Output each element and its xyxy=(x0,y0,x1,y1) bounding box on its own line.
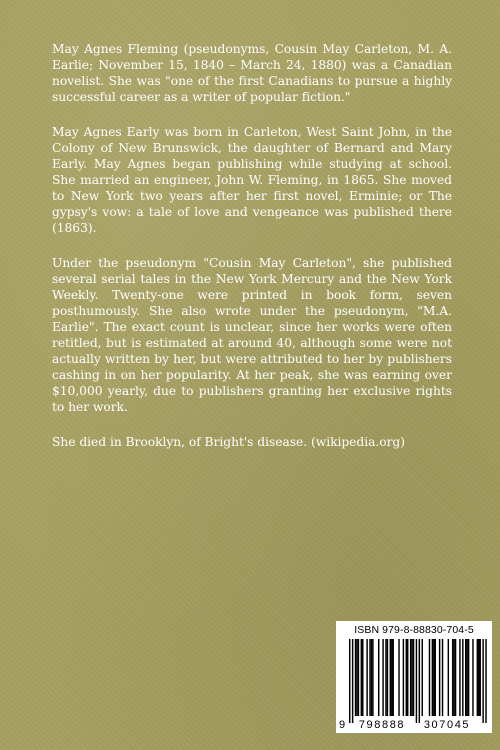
barcode-bar xyxy=(355,639,356,716)
barcode-bar xyxy=(371,639,372,716)
barcode-bar xyxy=(393,639,394,716)
barcode-bar xyxy=(406,639,407,716)
barcode-bar xyxy=(468,639,469,716)
barcode-bar xyxy=(429,639,430,716)
barcode-bar xyxy=(432,639,433,716)
barcode-bar xyxy=(391,639,392,716)
barcode-bar xyxy=(416,639,417,723)
barcode-bar xyxy=(362,639,363,716)
paragraph-career: Under the pseudonym "Cousin May Carleton", she published several serial tales in the New York Mercury and the New York Weekly. Twenty-one were printed in book form, seven posthumously. She also wrote under the pseudonym, "M.A. Earlie". The exact count is unclear, since her works were often retitled, but is estimated at around 40, although some were not actually written by her, but were attributed to her by publishers cashing in on her popularity. At her peak, she was earning over $10,000 yearly, due to publishers granting her exclusive rights to her work. xyxy=(52,256,452,414)
barcode-bar xyxy=(387,639,388,716)
paragraph-death: She died in Brooklyn, of Bright's disease. (wikipedia.org) xyxy=(52,435,406,449)
barcode-bar xyxy=(398,639,399,716)
barcode-bar xyxy=(411,639,412,716)
barcode-bar xyxy=(466,639,467,716)
barcode-bar xyxy=(358,639,359,716)
barcode-bar xyxy=(382,639,383,716)
barcode-bar xyxy=(442,639,443,716)
barcode-bar xyxy=(459,639,460,716)
barcode-bar xyxy=(453,639,454,716)
barcode-bar xyxy=(407,639,408,716)
barcode-bar xyxy=(482,639,483,723)
barcode-bar xyxy=(435,639,436,716)
isbn-barcode xyxy=(336,621,492,733)
barcode-bar xyxy=(452,639,453,716)
barcode-bar xyxy=(422,639,423,716)
barcode-bar xyxy=(439,639,440,716)
barcode-bar xyxy=(372,639,373,716)
barcode-bar xyxy=(378,639,379,716)
barcode-right-digits: 307045 xyxy=(423,719,471,731)
barcode-bar xyxy=(465,639,466,716)
barcode-bar xyxy=(410,639,411,716)
isbn-label: ISBN 979-8-88830-704-5 xyxy=(354,624,474,636)
paragraph-early-life: May Agnes Early was born in Carleton, West Saint John, in the Colony of New Brunswick, the daughter of Bernard and Mary Early. May Agnes began publishing while studying at school. She married an engineer, John W. Fleming, in 1865. She moved to New York two years after her first novel, Erminie; or The gypsy's vow: a tale of love and vengeance was published there (1863). xyxy=(52,125,452,235)
barcode-bar xyxy=(462,639,463,716)
barcode-bar xyxy=(478,639,479,716)
barcode-bar xyxy=(385,639,386,716)
barcode-bar xyxy=(403,639,404,716)
barcode-bar xyxy=(352,639,353,723)
barcode-bar xyxy=(390,639,391,716)
barcode-bar xyxy=(455,639,456,716)
barcode-lead-digit: 9 xyxy=(338,719,346,731)
barcode-bar xyxy=(361,639,362,716)
barcode-bar xyxy=(480,639,481,716)
barcode-bar xyxy=(419,639,420,723)
barcode-bar xyxy=(433,639,434,716)
barcode-bar xyxy=(448,639,449,716)
barcode-bar xyxy=(477,639,478,716)
barcode-bar xyxy=(369,639,370,716)
book-description xyxy=(52,41,452,469)
paragraph-intro: May Agnes Fleming (pseudonyms, Cousin May Carleton, M. A. Earlie; November 15, 1840 – March 24, 1880) was a Canadian novelist. She was "one of the first Canadians to pursue a highly successful career as a writer of popular fiction." xyxy=(52,42,452,104)
barcode-bar xyxy=(472,639,473,716)
barcode-bar xyxy=(349,639,350,723)
barcode-image xyxy=(336,621,492,733)
barcode-bar xyxy=(485,639,486,723)
barcode-left-digits: 798888 xyxy=(358,719,406,731)
barcode-bar xyxy=(356,639,357,716)
barcode-bars xyxy=(349,639,487,723)
barcode-bar xyxy=(413,639,414,716)
barcode-bar xyxy=(366,639,367,716)
